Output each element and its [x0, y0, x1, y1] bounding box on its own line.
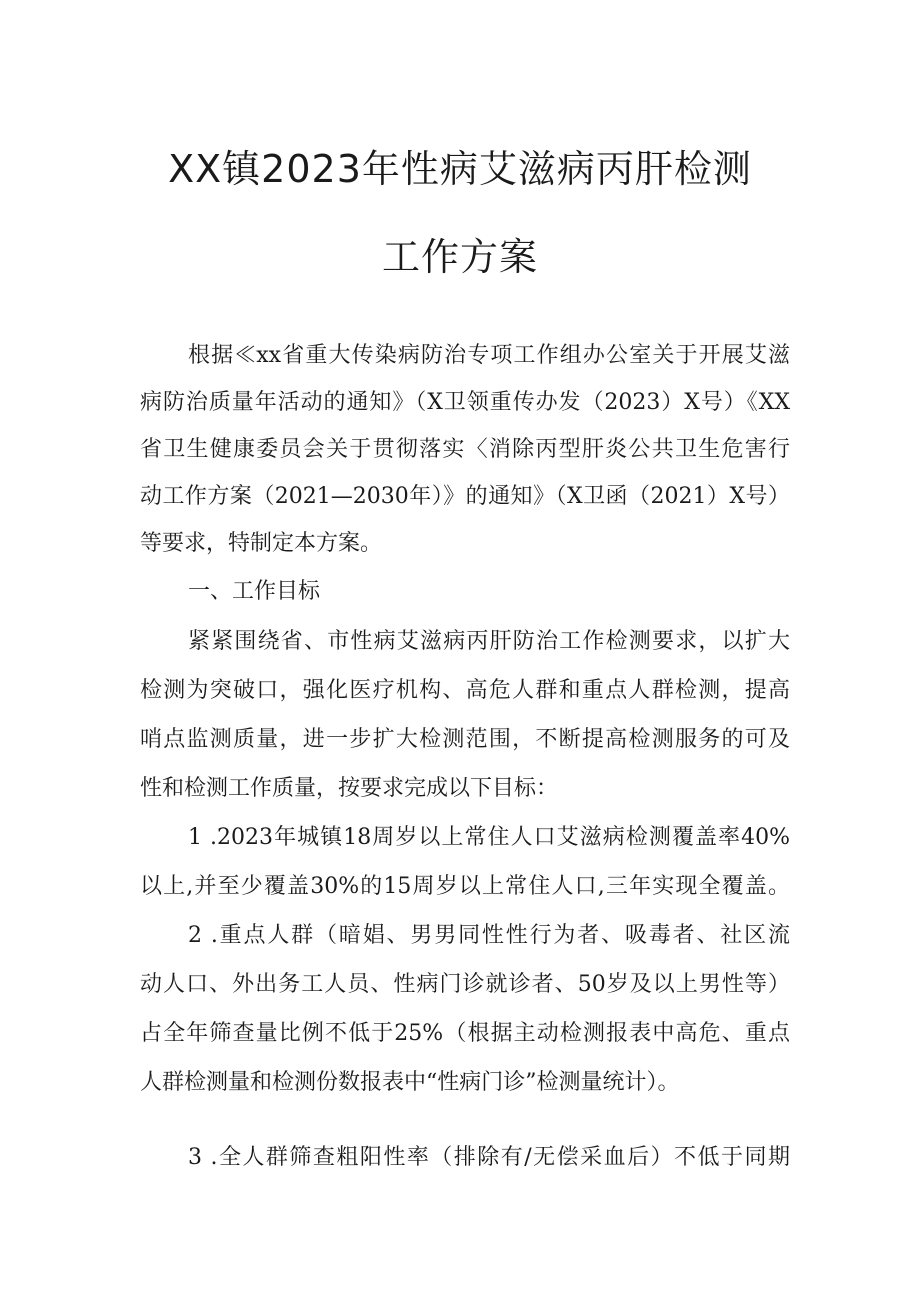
paragraph-line: 哨点监测质量，进一步扩大检测范围，不断提高检测服务的可及: [140, 727, 790, 752]
list-item-line: 以上,并至少覆盖30%的15周岁以上常住人口,三年实现全覆盖。: [140, 874, 790, 899]
paragraph-line: 省卫生健康委员会关于贯彻落实〈消除丙型肝炎公共卫生危害行: [140, 437, 790, 462]
list-item-line: 人群检测量和检测份数报表中“性病门诊”检测量统计）。: [140, 1070, 680, 1095]
paragraph-line: 性和检测工作质量，按要求完成以下目标：: [140, 776, 559, 801]
paragraph-line: 检测为突破口，强化医疗机构、高危人群和重点人群检测，提高: [140, 678, 790, 703]
list-item-line: 3 .全人群筛查粗阳性率（排除有/无偿采血后）不低于同期: [188, 1145, 790, 1170]
paragraph-line: 根据≪xx省重大传染病防治专项工作组办公室关于开展艾滋: [188, 343, 790, 368]
document-title-line-1: XX镇2023年性病艾滋病丙肝检测: [168, 147, 752, 191]
paragraph-line: 紧紧围绕省、市性病艾滋病丙肝防治工作检测要求，以扩大: [188, 629, 790, 654]
paragraph-line: 动工作方案（2021—2030年）》的通知》（X卫函（2021）X号）: [140, 484, 790, 509]
list-item-line: 动人口、外出务工人员、性病门诊就诊者、50岁及以上男性等）: [140, 972, 790, 997]
list-item-line: 2 .重点人群（暗娼、男男同性性行为者、吸毒者、社区流: [188, 923, 790, 948]
document-title-line-2: 工作方案: [381, 235, 538, 279]
paragraph-line: 病防治质量年活动的通知》（X卫领重传办发（2023）X号）《XX: [140, 390, 790, 415]
paragraph-line: 等要求，特制定本方案。: [140, 531, 383, 556]
list-item-line: 1 .2023年城镇18周岁以上常住人口艾滋病检测覆盖率40%: [188, 825, 790, 850]
list-item-line: 占全年筛查量比例不低于25%（根据主动检测报表中高危、重点: [140, 1021, 790, 1046]
section-heading: 一、工作目标: [188, 579, 321, 604]
